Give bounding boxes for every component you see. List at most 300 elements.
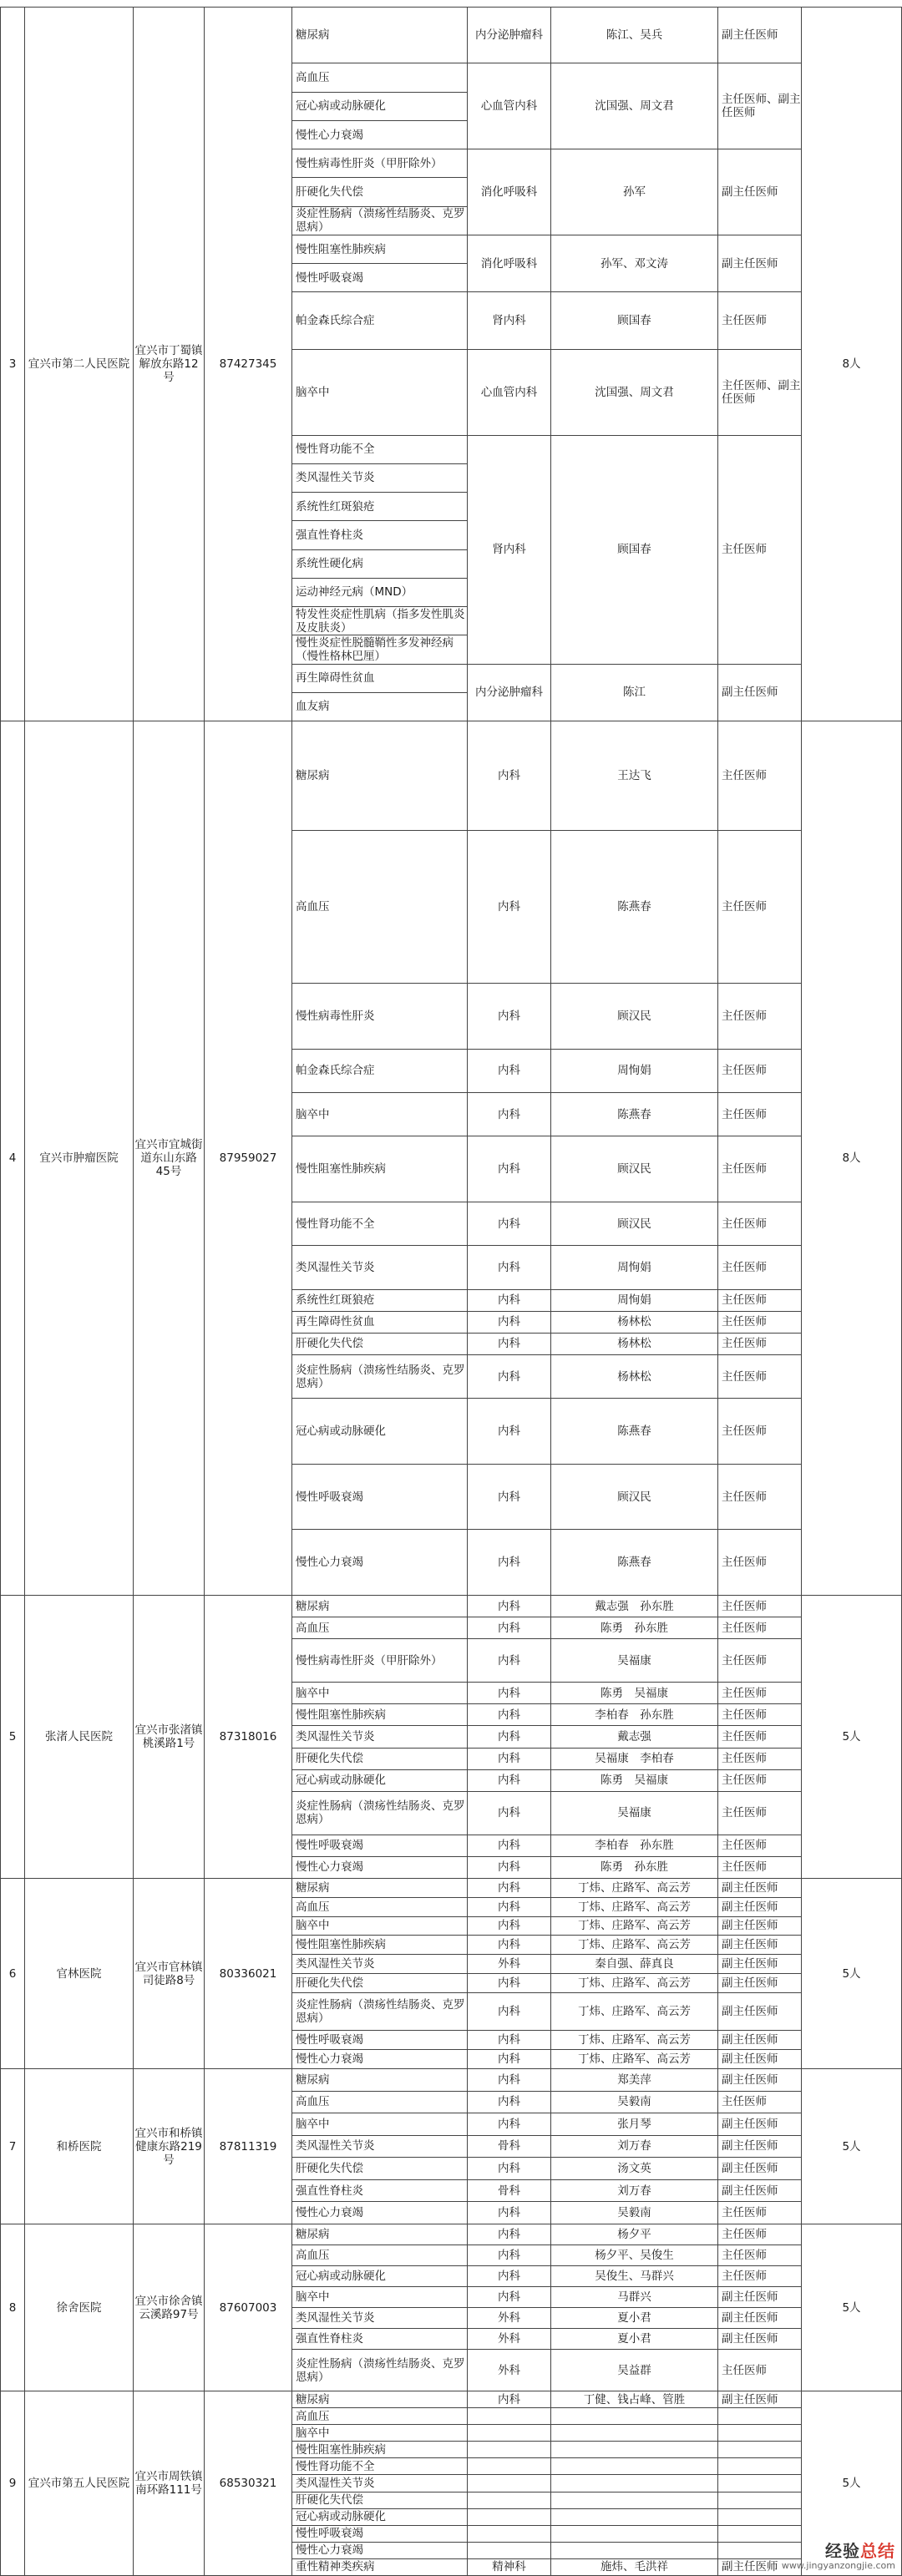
disease-cell [292, 831, 468, 984]
doctor-cell-text: 陈燕春 [617, 1107, 651, 1121]
disease-cell [292, 665, 468, 693]
doctor-cell [551, 2287, 718, 2308]
title-cell [718, 1355, 802, 1399]
department-cell [468, 1857, 551, 1879]
title-cell-text: 副主任医师 [722, 2139, 778, 2153]
doctor-cell [551, 2492, 718, 2509]
disease-cell [292, 2391, 468, 2408]
department-cell-text: 消化呼吸科 [480, 185, 538, 200]
hospital-number-text: 3 [8, 357, 17, 371]
title-cell-text: 主任医师 [722, 2270, 767, 2283]
doctor-cell-text: 张月琴 [617, 2117, 651, 2131]
department-cell [468, 1792, 551, 1835]
doctor-count-text: 8人 [842, 1151, 861, 1165]
doctor-cell-text: 陈勇 吴福康 [600, 1774, 668, 1788]
doctor-cell [551, 1334, 718, 1355]
disease-cell-text: 系统性红斑狼疮 [296, 499, 375, 514]
department-cell [468, 2136, 551, 2158]
disease-cell-text: 脑卒中 [296, 2290, 330, 2304]
department-cell-text: 内科 [498, 1621, 520, 1635]
disease-cell-text: 慢性病毒性肝炎（甲肝除外） [296, 156, 443, 170]
disease-cell-text: 糖尿病 [296, 28, 330, 43]
doctor-cell-text: 陈勇 吴福康 [600, 1686, 668, 1700]
doctor-cell-text: 陈勇 孙东胜 [600, 1860, 668, 1875]
doctor-cell-text: 杨夕平、吴俊生 [595, 2249, 674, 2262]
department-cell [468, 2543, 551, 2559]
doctor-cell-text: 顾汉民 [617, 1009, 651, 1023]
department-cell-text: 内科 [498, 2392, 520, 2406]
disease-cell-text: 糖尿病 [296, 2072, 330, 2087]
department-cell-text: 内科 [498, 2228, 520, 2241]
department-cell-text: 内科 [498, 899, 520, 913]
doctor-cell-text: 李柏春 孙东胜 [595, 1708, 674, 1722]
department-cell [468, 1835, 551, 1857]
title-cell [718, 292, 802, 349]
title-cell-text: 主任医师 [722, 1162, 767, 1177]
title-cell-text: 主任医师 [722, 2095, 767, 2109]
hospital-name [25, 7, 134, 721]
disease-cell [292, 2092, 468, 2114]
department-cell [468, 1898, 551, 1917]
disease-cell-text: 肝硬化失代偿 [296, 1337, 363, 1351]
title-cell [718, 2050, 802, 2069]
disease-cell-text: 强直性脊柱炎 [296, 2332, 363, 2346]
title-cell-text: 副主任医师 [722, 1957, 778, 1971]
title-cell-text: 副主任医师 [722, 28, 778, 43]
disease-cell [292, 1202, 468, 1246]
doctor-cell-text: 陈燕春 [617, 1556, 651, 1570]
department-cell [468, 1974, 551, 1993]
hospital-address [134, 7, 205, 721]
department-cell-text: 内科 [498, 1900, 520, 1914]
doctor-cell-text: 陈勇 孙东胜 [600, 1621, 668, 1635]
department-cell-text: 内科 [498, 2033, 520, 2047]
department-cell [468, 292, 551, 349]
disease-cell [292, 1639, 468, 1683]
hospital-phone-text: 87607003 [219, 2300, 277, 2315]
doctor-cell [551, 1770, 718, 1792]
department-cell [468, 1639, 551, 1683]
title-cell-text: 主任医师 [722, 543, 767, 557]
disease-cell [292, 149, 468, 178]
title-cell [718, 665, 802, 721]
disease-cell-text: 慢性心力衰竭 [296, 2543, 363, 2558]
doctor-cell-text: 丁炜、庄路军、高云芳 [578, 1976, 691, 1990]
doctor-cell [551, 2266, 718, 2287]
disease-cell [292, 464, 468, 493]
department-cell-text: 骨科 [498, 2139, 520, 2153]
title-cell [718, 2350, 802, 2391]
title-cell [718, 2113, 802, 2136]
disease-cell [292, 2425, 468, 2442]
doctor-cell [551, 2408, 718, 2425]
disease-cell [292, 1246, 468, 1289]
doctor-cell-text: 戴志强 孙东胜 [595, 1599, 674, 1613]
title-cell [718, 2224, 802, 2245]
doctor-cell [551, 2475, 718, 2492]
title-cell [718, 1857, 802, 1879]
doctor-cell-text: 吴福康 [617, 1653, 651, 1668]
department-cell [468, 1136, 551, 1202]
disease-cell [292, 693, 468, 721]
doctor-cell [551, 2113, 718, 2136]
disease-cell [292, 1898, 468, 1917]
department-cell [468, 1202, 551, 1246]
hospital-address-text: 宜兴市丁蜀镇解放东路12号 [134, 344, 203, 384]
hospital-number [0, 2391, 25, 2576]
doctor-cell [551, 1835, 718, 1857]
title-cell [718, 1246, 802, 1289]
doctor-cell-text: 丁炜、庄路军、高云芳 [578, 1880, 691, 1895]
disease-cell-text: 冠心病或动脉硬化 [296, 99, 386, 114]
title-cell-text: 主任医师 [722, 1839, 767, 1853]
disease-cell [292, 2266, 468, 2287]
department-cell-text: 肾内科 [492, 314, 526, 328]
doctor-cell-text: 陈江 [623, 686, 646, 700]
doctor-cell-text: 顾国春 [617, 543, 651, 557]
title-cell [718, 1936, 802, 1955]
department-cell [468, 831, 551, 984]
doctor-cell [551, 1792, 718, 1835]
disease-cell-text: 慢性呼吸衰竭 [296, 1839, 363, 1853]
title-cell [718, 2425, 802, 2442]
title-cell-text: 副主任医师 [722, 2560, 778, 2574]
title-cell-text: 副主任医师 [722, 185, 778, 200]
doctor-cell [551, 1136, 718, 1202]
disease-cell-text: 慢性阻塞性肺疾病 [296, 1938, 386, 1952]
doctor-cell-text: 马群兴 [617, 2290, 651, 2304]
title-cell [718, 1974, 802, 1993]
disease-cell [292, 1399, 468, 1465]
title-cell [718, 2158, 802, 2180]
doctor-cell [551, 1749, 718, 1770]
title-cell-text: 主任医师 [722, 1686, 767, 1700]
department-cell-text: 内科 [498, 2117, 520, 2131]
disease-cell [292, 2050, 468, 2069]
department-cell [468, 1465, 551, 1531]
hospital-number-text: 8 [8, 2300, 17, 2315]
hospital-name-text: 宜兴市第二人民医院 [28, 357, 130, 371]
disease-cell-text: 类风湿性关节炎 [296, 1260, 375, 1274]
title-cell [718, 2202, 802, 2224]
disease-cell [292, 350, 468, 436]
title-cell [718, 1530, 802, 1596]
disease-cell [292, 521, 468, 549]
title-cell-text: 副主任医师 [722, 1976, 778, 1990]
doctor-cell [551, 2308, 718, 2329]
doctor-cell [551, 1683, 718, 1704]
doctor-cell [551, 7, 718, 63]
hospital-name-text: 和桥医院 [56, 2139, 102, 2153]
title-cell [718, 235, 802, 292]
disease-cell [292, 2442, 468, 2458]
disease-cell [292, 207, 468, 235]
title-cell [718, 1093, 802, 1136]
department-cell [468, 1617, 551, 1639]
department-cell-text: 内科 [498, 1315, 520, 1329]
doctor-count [802, 2224, 902, 2391]
hospital-address [134, 1596, 205, 1879]
doctor-cell-text: 汤文英 [617, 2162, 651, 2176]
disease-cell-text: 脑卒中 [296, 2426, 330, 2440]
doctor-cell [551, 1617, 718, 1639]
disease-cell [292, 1290, 468, 1312]
department-cell [468, 984, 551, 1050]
department-cell-text: 内科 [498, 1806, 520, 1820]
doctor-cell [551, 1639, 718, 1683]
title-cell-text: 副主任医师 [722, 2117, 778, 2131]
title-cell-text: 副主任医师 [722, 2005, 778, 2019]
department-cell [468, 1955, 551, 1974]
department-cell [468, 1879, 551, 1898]
doctor-cell-text: 郑美萍 [617, 2072, 651, 2087]
doctor-cell-text: 吴毅南 [617, 2095, 651, 2109]
doctor-cell [551, 350, 718, 436]
disease-cell [292, 1312, 468, 1334]
doctor-cell [551, 831, 718, 984]
disease-cell [292, 1050, 468, 1093]
title-cell [718, 2031, 802, 2050]
department-cell [468, 2308, 551, 2329]
disease-cell [292, 2329, 468, 2350]
doctor-cell [551, 2526, 718, 2543]
department-cell [468, 2069, 551, 2092]
doctor-cell-text: 夏小君 [617, 2311, 651, 2325]
disease-cell [292, 721, 468, 831]
disease-cell [292, 1835, 468, 1857]
department-cell-text: 外科 [498, 2332, 520, 2346]
doctor-cell [551, 2425, 718, 2442]
title-cell [718, 2442, 802, 2458]
disease-cell [292, 1093, 468, 1136]
title-cell-text: 主任医师 [722, 1293, 767, 1308]
disease-cell-text: 糖尿病 [296, 2228, 330, 2241]
doctor-cell [551, 1465, 718, 1531]
department-cell [468, 2425, 551, 2442]
doctor-cell [551, 1879, 718, 1898]
doctor-cell-text: 吴俊生、马群兴 [595, 2270, 674, 2283]
department-cell-text: 心血管内科 [480, 99, 538, 114]
doctor-cell-text: 丁炜、庄路军、高云芳 [578, 2033, 691, 2047]
doctor-cell [551, 1093, 718, 1136]
doctor-cell-text: 杨夕平 [617, 2228, 651, 2241]
doctor-cell [551, 1857, 718, 1879]
disease-cell-text: 冠心病或动脉硬化 [296, 2270, 386, 2283]
disease-cell-text: 类风湿性关节炎 [296, 1957, 375, 1971]
hospital-number-text: 9 [8, 2477, 17, 2490]
title-cell-text: 主任医师 [722, 2249, 767, 2262]
department-cell-text: 内科 [498, 2270, 520, 2283]
disease-cell-text: 慢性病毒性肝炎（甲肝除外） [296, 1653, 443, 1668]
doctor-cell [551, 2050, 718, 2069]
hospital-address [134, 2391, 205, 2576]
title-cell [718, 7, 802, 63]
disease-cell [292, 2069, 468, 2092]
title-cell-text: 副主任医师 [722, 2033, 778, 2047]
doctor-cell-text: 施炜、毛洪祥 [600, 2560, 668, 2574]
disease-cell [292, 235, 468, 264]
hospital-address-text: 宜兴市宜城街道东山东路45号 [134, 1138, 203, 1178]
disease-cell-text: 慢性阻塞性肺疾病 [296, 2442, 386, 2457]
doctor-cell-text: 刘万春 [617, 2184, 651, 2198]
title-cell-text: 主任医师 [722, 314, 767, 328]
department-cell [468, 1312, 551, 1334]
title-cell-text: 主任医师 [722, 1009, 767, 1023]
title-cell [718, 436, 802, 665]
title-cell [718, 2092, 802, 2114]
hospital-address-text: 宜兴市官林镇司徒路8号 [134, 1960, 203, 1987]
doctor-cell-text: 顾汉民 [617, 1162, 651, 1177]
disease-cell-text: 高血压 [296, 1621, 330, 1635]
doctor-cell [551, 1530, 718, 1596]
doctor-count [802, 2069, 902, 2224]
disease-cell [292, 1879, 468, 1898]
hospital-number-text: 5 [8, 1730, 17, 1743]
disease-cell [292, 292, 468, 349]
title-cell [718, 721, 802, 831]
disease-cell-text: 高血压 [296, 899, 330, 913]
disease-cell-text: 炎症性肠病（溃疡性结肠炎、克罗恩病） [296, 207, 465, 235]
doctor-cell-text: 顾汉民 [617, 1490, 651, 1504]
department-cell-text: 内科 [498, 1556, 520, 1570]
title-cell [718, 1312, 802, 1334]
title-cell [718, 2069, 802, 2092]
doctor-cell [551, 1726, 718, 1748]
title-cell-text: 副主任医师 [722, 1880, 778, 1895]
title-cell-text: 副主任医师 [722, 686, 778, 700]
title-cell-text: 主任医师 [722, 1337, 767, 1351]
disease-cell-text: 类风湿性关节炎 [296, 1729, 375, 1743]
doctor-cell [551, 436, 718, 665]
hospital-number [0, 1879, 25, 2069]
disease-cell-text: 重性精神类疾病 [296, 2560, 375, 2574]
department-cell-text: 内科 [498, 1686, 520, 1700]
disease-cell [292, 2287, 468, 2308]
department-cell [468, 2224, 551, 2245]
doctor-cell-text: 丁健、钱占峰、管胜 [583, 2392, 686, 2406]
doctor-cell [551, 1399, 718, 1465]
department-cell [468, 2526, 551, 2543]
title-cell [718, 2458, 802, 2475]
title-cell-text: 副主任医师 [722, 1938, 778, 1952]
hospital-address [134, 1879, 205, 2069]
doctor-cell [551, 292, 718, 349]
disease-cell-text: 高血压 [296, 2409, 330, 2423]
title-cell-text: 主任医师 [722, 1369, 767, 1384]
disease-cell [292, 1465, 468, 1531]
hospital-number [0, 7, 25, 721]
title-cell [718, 149, 802, 235]
hospital-phone-text: 87427345 [219, 357, 277, 371]
disease-cell-text: 慢性心力衰竭 [296, 2206, 363, 2220]
doctor-cell-text: 吴福康 [617, 1806, 651, 1820]
title-cell [718, 1749, 802, 1770]
doctor-cell [551, 2069, 718, 2092]
disease-cell [292, 1355, 468, 1399]
disease-cell-text: 慢性呼吸衰竭 [296, 2033, 363, 2047]
title-cell-text: 主任医师 [722, 2228, 767, 2241]
department-cell-text: 外科 [498, 2363, 520, 2377]
doctor-cell-text: 吴福康 李柏春 [595, 1752, 674, 1766]
disease-cell-text: 慢性心力衰竭 [296, 1860, 363, 1875]
disease-cell-text: 冠心病或动脉硬化 [296, 2510, 386, 2524]
disease-cell [292, 2509, 468, 2526]
title-cell [718, 2245, 802, 2266]
department-cell [468, 1596, 551, 1617]
disease-cell [292, 984, 468, 1050]
hospital-name-text: 张渚人民医院 [45, 1730, 113, 1743]
doctor-count-text: 5人 [842, 1730, 861, 1743]
doctor-cell [551, 149, 718, 235]
doctor-cell [551, 1936, 718, 1955]
doctor-cell-text: 丁炜、庄路军、高云芳 [578, 1900, 691, 1914]
department-cell-text: 内科 [498, 2206, 520, 2220]
hospital-address-text: 宜兴市张渚镇桃溪路1号 [134, 1723, 203, 1750]
hospital-name [25, 721, 134, 1596]
doctor-cell [551, 2092, 718, 2114]
department-cell [468, 1093, 551, 1136]
doctor-cell [551, 1955, 718, 1974]
title-cell-text: 副主任医师 [722, 256, 778, 271]
title-cell-text: 主任医师 [722, 1599, 767, 1613]
department-cell [468, 2158, 551, 2180]
hospital-address-text: 宜兴市周铁镇南环路111号 [134, 2470, 203, 2497]
disease-cell-text: 慢性炎症性脱髓鞘性多发神经病（慢性格林巴厘） [296, 635, 454, 663]
department-cell [468, 1399, 551, 1465]
disease-cell-text: 肝硬化失代偿 [296, 2493, 363, 2508]
disease-cell [292, 1683, 468, 1704]
department-cell [468, 2202, 551, 2224]
title-cell [718, 2492, 802, 2509]
department-cell [468, 2287, 551, 2308]
disease-cell [292, 2031, 468, 2050]
title-cell-text: 副主任医师 [722, 2162, 778, 2176]
doctor-cell [551, 2458, 718, 2475]
department-cell-text: 内科 [498, 1293, 520, 1308]
doctor-cell [551, 665, 718, 721]
doctor-cell [551, 1596, 718, 1617]
disease-cell [292, 2492, 468, 2509]
title-cell-text: 主任医师 [722, 1621, 767, 1635]
disease-cell-text: 糖尿病 [296, 1880, 330, 1895]
watermark-brand-main: 经验 [825, 2541, 860, 2561]
title-cell [718, 1792, 802, 1835]
disease-cell-text: 特发性炎症性肌病（指多发性肌炎及皮肤炎） [296, 607, 465, 635]
doctor-cell [551, 235, 718, 292]
doctor-count [802, 1879, 902, 2069]
doctor-cell-text: 顾国春 [617, 314, 651, 328]
department-cell [468, 1355, 551, 1399]
doctor-cell-text: 秦自强、薛真良 [595, 1957, 674, 1971]
department-cell [468, 2391, 551, 2408]
watermark-url: www.jingyanzongjie.com [781, 2560, 895, 2571]
watermark-brand [782, 2538, 895, 2562]
title-cell [718, 1136, 802, 1202]
disease-cell-text: 类风湿性关节炎 [296, 2139, 375, 2153]
title-cell-text: 副主任医师 [722, 1900, 778, 1914]
disease-cell-text: 慢性阻塞性肺疾病 [296, 242, 386, 256]
hospital-address-text: 宜兴市和桥镇健康东路219号 [134, 2126, 203, 2167]
doctor-cell [551, 1312, 718, 1334]
doctor-count-text: 5人 [842, 2477, 861, 2490]
department-cell-text: 内科 [498, 2005, 520, 2019]
disease-cell [292, 178, 468, 206]
title-cell-text: 主任医师 [722, 1556, 767, 1570]
hospital-number-text: 6 [8, 1966, 17, 1981]
doctor-cell [551, 2350, 718, 2391]
hospital-name-text: 宜兴市肿瘤医院 [39, 1151, 119, 1165]
disease-cell-text: 脑卒中 [296, 1919, 330, 1933]
